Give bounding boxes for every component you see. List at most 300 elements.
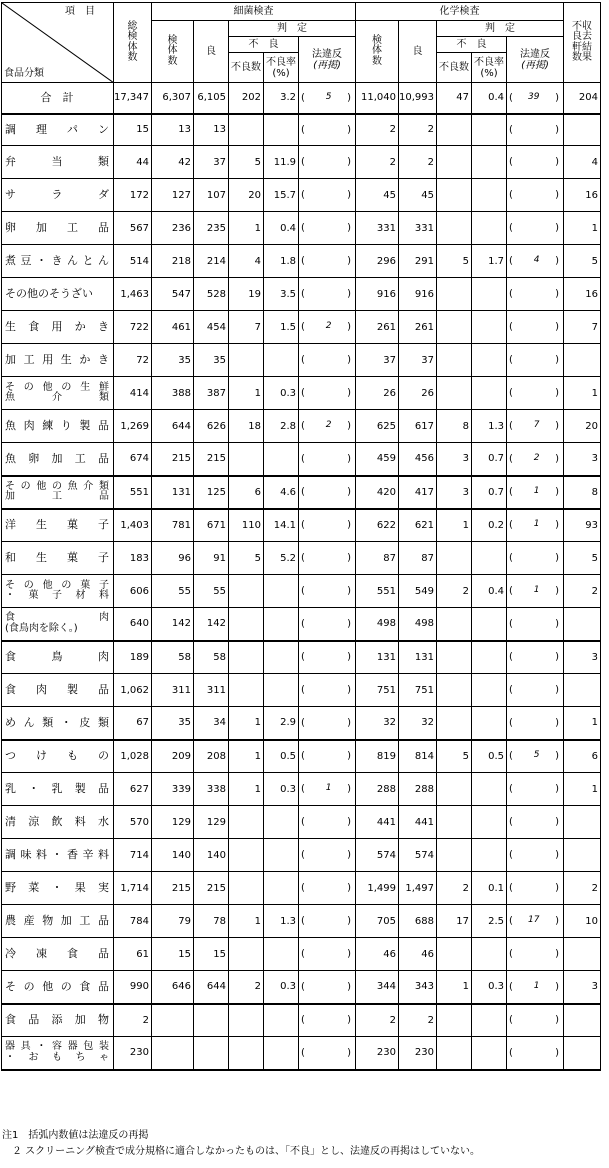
cell-c-violation-cell [507,971,542,1004]
cell-b-violation-close-cell [334,179,356,212]
paren-close: ) [347,453,351,465]
cell-b-bad: 5 [229,542,264,575]
cell-c-samples: 551 [356,575,399,608]
cell-c-violation-close-cell [542,905,564,938]
cell-c-bad: 17 [437,905,472,938]
paren-close: ) [347,618,351,630]
label-char: の [61,579,72,591]
paren-open: ( [509,981,513,993]
cell-total: 414 [114,377,152,410]
cell-b-samples: 236 [152,212,194,245]
header-c-bad-count: 不良数 [437,53,472,83]
cell-c-good: 131 [399,641,437,674]
cell-recall [564,1037,601,1070]
cell-total: 567 [114,212,152,245]
food-category-label [5,717,113,729]
food-category-label-line2 [5,591,113,602]
table-row [2,641,601,674]
paren-close: ) [555,189,559,201]
cell-b-good: 215 [194,872,229,905]
label-char: 器 [5,1041,15,1053]
paren-open: ( [509,420,513,432]
cell-c-samples: 459 [356,443,399,476]
label-char: 添 [51,1013,63,1027]
table-row [2,245,601,278]
food-category-label-line2 [5,492,113,503]
table-row [2,608,601,641]
cell-c-bad [437,806,472,839]
paren-close: ) [555,124,559,136]
table-row [2,674,601,707]
cell-b-bad [229,806,264,839]
cell-c-rate: 2.5 [472,905,507,938]
label-char: 食 [5,682,16,696]
cell-c-good: 87 [399,542,437,575]
cell-b-samples: 461 [152,311,194,344]
label-char: か [74,319,86,333]
cell-c-bad: 1 [437,509,472,542]
cell-c-violation-close-cell [542,245,564,278]
label-char: 水 [98,814,109,828]
cell-b-violation-close-cell [334,674,356,707]
cell-c-bad [437,839,472,872]
cell-recall: 8 [564,476,601,509]
label-char: 肉 [23,418,35,432]
label-char: 食 [79,979,91,993]
label-char: ゃ [99,1051,109,1063]
cell-recall: 204 [564,83,601,114]
label-char: 料 [99,590,109,601]
label-char: ラ [51,187,63,201]
paren-close: ) [555,585,559,597]
table-row [2,542,601,575]
cell-c-violation: 1 [533,519,540,530]
label-char: 品 [98,451,109,465]
paren-open: ( [509,585,513,597]
cell-c-good: 331 [399,212,437,245]
cell-b-bad: 2 [229,971,264,1004]
label-char: 加 [5,352,16,366]
cell-b-good: 55 [194,575,229,608]
cell-c-violation-close-cell [542,1004,564,1037]
cell-c-good: 2 [399,146,437,179]
cell-c-violation-cell [507,245,542,278]
cell-total: 15 [114,114,152,146]
food-category-cell [2,872,114,905]
cell-b-samples: 215 [152,872,194,905]
header-c-bad-rate-text: 不良率 [474,56,504,68]
cell-b-rate: 0.5 [264,740,299,773]
cell-b-bad: 19 [229,278,264,311]
header-b-samples [152,21,194,83]
cell-c-violation-close-cell [542,83,564,114]
paren-close: ) [347,1047,351,1059]
label-char: 計 [62,90,74,104]
label-char: 鮮 [98,381,109,393]
label-char: 卵 [28,451,40,465]
notes [2,1128,480,1160]
label-char: 品 [97,418,109,432]
cell-c-violation-close-cell [542,641,564,674]
paren-open: ( [509,453,513,465]
label-char: の [20,480,31,492]
cell-b-violation-cell [299,1004,334,1037]
label-char: 品 [28,1013,40,1027]
cell-c-good: 1,497 [399,872,437,905]
cell-b-samples: 15 [152,938,194,971]
food-category-label [5,354,113,366]
cell-b-samples: 127 [152,179,194,212]
label-char: サ [5,187,16,201]
cell-c-samples: 574 [356,839,399,872]
cell-total: 674 [114,443,152,476]
label-char: 製 [79,418,91,432]
cell-b-bad [229,1004,264,1037]
table-row [2,839,601,872]
cell-b-violation-cell [299,476,334,509]
food-category-cell [2,773,114,806]
cell-b-violation: 2 [325,420,332,431]
paren-close: ) [555,92,559,104]
cell-b-violation-cell [299,740,334,773]
label-char: ・ [5,1051,15,1063]
paren-open: ( [509,288,513,300]
label-char: 豆 [20,253,32,267]
cell-total: 17,347 [114,83,152,114]
cell-recall [564,806,601,839]
cell-c-good: 916 [399,278,437,311]
label-char: ん [98,253,109,267]
cell-c-violation-cell [507,608,542,641]
cell-b-bad: 5 [229,146,264,179]
paren-open: ( [301,387,305,399]
paren-open: ( [509,849,513,861]
cell-b-samples [152,1004,194,1037]
label-char: 凍 [36,946,47,960]
label-char: 品 [98,682,109,696]
cell-b-violation: 5 [325,91,332,102]
cell-b-good: 215 [194,443,229,476]
cell-c-rate: 0.4 [472,575,507,608]
cell-b-samples: 547 [152,278,194,311]
cell-c-bad [437,114,472,146]
paren-open: ( [509,783,513,795]
cell-b-rate: 14.1 [264,509,299,542]
paren-open: ( [301,453,305,465]
paren-close: ) [347,519,351,531]
cell-b-violation-close-cell [334,806,356,839]
cell-recall: 5 [564,245,601,278]
label-char: 肉 [99,612,109,624]
cell-recall: 4 [564,146,601,179]
paren-open: ( [301,486,305,498]
cell-b-violation-close-cell [334,311,356,344]
cell-recall [564,938,601,971]
label-char: 料 [74,814,86,828]
paren-close: ) [555,783,559,795]
cell-b-bad: 110 [229,509,264,542]
label-char: ・ [51,847,63,861]
label-char: 乳 [51,781,63,795]
label-char: 合 [40,90,52,104]
paren-close: ) [555,519,559,531]
paren-open: ( [301,288,305,300]
paren-open: ( [301,684,305,696]
cell-recall [564,608,601,641]
header-b-violation-sub: (再掲) [313,59,341,71]
cell-b-violation-close-cell [334,146,356,179]
table-row [2,575,601,608]
cell-b-rate [264,839,299,872]
cell-c-violation: 1 [533,980,540,991]
note-2: ２ スクリーニング検査で成分規格に適合しなかったものは、「不良」とし、法違反の再掲はしていない。 [12,1146,480,1157]
food-category-cell [2,1037,114,1070]
cell-c-good: 498 [399,608,437,641]
cell-b-samples: 6,307 [152,83,194,114]
cell-total: 1,714 [114,872,152,905]
cell-b-rate: 2.8 [264,410,299,443]
cell-c-good: 549 [399,575,437,608]
paren-open: ( [301,354,305,366]
label-char: 弁 [5,154,16,168]
cell-c-violation-close-cell [542,344,564,377]
paren-open: ( [509,717,513,729]
cell-c-rate: 0.2 [472,509,507,542]
header-c-samples-text: 検体数 [372,34,382,67]
paren-open: ( [509,651,513,663]
cell-b-violation-close-cell [334,773,356,806]
cell-b-violation-cell [299,839,334,872]
food-category-label [5,453,113,465]
header-recall-top: 不収 [572,20,592,32]
label-char: 生 [5,319,16,333]
cell-c-violation-cell [507,146,542,179]
cell-c-violation: 17 [528,915,540,926]
cell-b-bad: 1 [229,773,264,806]
header-c-samples [356,21,399,83]
cell-total: 189 [114,641,152,674]
cell-total: 1,062 [114,674,152,707]
cell-b-samples: 142 [152,608,194,641]
paren-open: ( [301,882,305,894]
cell-c-violation-close-cell [542,509,564,542]
cell-b-samples: 35 [152,344,194,377]
food-category-cell [2,674,114,707]
cell-b-violation-close-cell [334,443,356,476]
table-row [2,179,601,212]
cell-b-samples: 339 [152,773,194,806]
food-category-cell [2,179,114,212]
table-row [2,740,601,773]
cell-b-rate: 3.2 [264,83,299,114]
paren-close: ) [347,255,351,267]
label-char: 容 [51,1041,62,1053]
cell-b-good: 626 [194,410,229,443]
cell-c-good: 456 [399,443,437,476]
food-category-cell [2,905,114,938]
cell-c-violation-cell [507,707,542,740]
cell-c-samples: 751 [356,674,399,707]
food-category-cell [2,377,114,410]
cell-b-good: 142 [194,608,229,641]
label-char: 品 [98,781,109,795]
label-char: 調 [5,847,16,861]
cell-b-rate [264,641,299,674]
cell-b-violation-cell [299,641,334,674]
cell-total: 640 [114,608,152,641]
paren-close: ) [347,915,351,927]
label-char: つ [5,749,16,763]
cell-b-bad: 202 [229,83,264,114]
label-char: 涼 [28,814,40,828]
table-row [2,707,601,740]
cell-b-bad [229,1037,264,1070]
paren-close: ) [555,684,559,696]
paren-open: ( [509,816,513,828]
paren-open: ( [509,1014,513,1026]
cell-b-violation-close-cell [334,575,356,608]
food-category-label [5,915,113,927]
cell-b-violation-cell [299,905,334,938]
cell-b-rate [264,608,299,641]
cell-c-violation-close-cell [542,114,564,146]
table-row [2,212,601,245]
food-category-cell [2,311,114,344]
table-row [2,773,601,806]
cell-c-violation-close-cell [542,740,564,773]
label-char: そ [5,579,15,591]
cell-b-bad: 18 [229,410,264,443]
cell-c-samples: 37 [356,344,399,377]
paren-open: ( [301,124,305,136]
cell-recall: 7 [564,311,601,344]
paren-close: ) [555,453,559,465]
label-char: 菜 [28,880,40,894]
cell-b-samples: 388 [152,377,194,410]
cell-c-rate [472,542,507,575]
cell-b-bad: 1 [229,377,264,410]
cell-b-violation-close-cell [334,971,356,1004]
header-total-samples-text: 総検体数 [127,20,138,63]
cell-c-rate: 0.3 [472,971,507,1004]
label-char: ん [67,253,78,267]
food-category-cell [2,1004,114,1037]
cell-b-good: 671 [194,509,229,542]
cell-b-violation-close-cell [334,476,356,509]
label-char: 加 [51,451,63,465]
cell-c-samples: 420 [356,476,399,509]
table-row [2,938,601,971]
cell-b-violation-close-cell [334,509,356,542]
label-char: 菓 [67,550,78,564]
cell-c-violation-close-cell [542,674,564,707]
cell-c-good: 417 [399,476,437,509]
label-char: 魚 [67,480,78,492]
food-category-label [5,1014,113,1026]
food-category-label [5,222,113,234]
cell-c-violation-cell [507,740,542,773]
cell-c-bad [437,1037,472,1070]
cell-b-violation: 2 [325,321,332,332]
paren-close: ) [555,321,559,333]
label-char: 子 [98,550,109,564]
header-b-judgement: 判 定 [229,21,356,37]
cell-b-violation-cell [299,1037,334,1070]
paren-open: ( [301,717,305,729]
cell-c-violation-cell [507,476,542,509]
cell-c-samples: 261 [356,311,399,344]
paren-open: ( [301,1047,305,1059]
cell-b-violation-cell [299,311,334,344]
label-char: 菓 [67,518,78,532]
label-char: 工 [52,491,62,502]
cell-b-good: 37 [194,146,229,179]
food-category-label [5,948,113,960]
food-category-cell [2,83,114,114]
label-char: 品 [97,979,109,993]
cell-b-samples: 311 [152,674,194,707]
cell-total: 606 [114,575,152,608]
cell-b-samples: 218 [152,245,194,278]
label-char: そ [5,381,15,393]
table-row [2,146,601,179]
label-char: 魚 [5,451,16,465]
label-char: 農 [5,913,16,927]
cell-b-rate [264,872,299,905]
paren-close: ) [347,552,351,564]
label-char: 野 [5,880,16,894]
table-row [2,1004,601,1037]
header-recall-bot: 数果 [572,52,592,63]
paren-close: ) [347,222,351,234]
cell-c-good: 574 [399,839,437,872]
food-category-label [5,321,113,333]
cell-b-violation-close-cell [334,872,356,905]
cell-total: 627 [114,773,152,806]
paren-open: ( [301,783,305,795]
paren-open: ( [509,124,513,136]
food-category-cell [2,278,114,311]
cell-b-violation-cell [299,377,334,410]
label-char: 類 [97,715,109,729]
cell-c-good: 617 [399,410,437,443]
food-category-cell [2,806,114,839]
cell-b-rate [264,443,299,476]
cell-total: 183 [114,542,152,575]
cell-c-samples: 46 [356,938,399,971]
cell-b-samples: 131 [152,476,194,509]
cell-c-good: 288 [399,773,437,806]
label-char: 介 [52,392,62,403]
cell-recall: 1 [564,377,601,410]
cell-c-samples: 2 [356,146,399,179]
food-category-label-line2 [5,393,113,404]
label-char: 当 [51,154,63,168]
cell-b-rate: 0.3 [264,377,299,410]
cell-c-violation: 5 [533,750,540,761]
label-char: 加 [5,491,15,502]
food-category-cell [2,542,114,575]
paren-open: ( [509,222,513,234]
cell-recall: 2 [564,575,601,608]
label-char: 子 [52,590,62,601]
cell-c-violation-cell [507,114,542,146]
paren-close: ) [555,420,559,432]
cell-c-violation-cell [507,674,542,707]
paren-open: ( [509,618,513,630]
cell-b-rate: 4.6 [264,476,299,509]
cell-recall: 3 [564,971,601,1004]
